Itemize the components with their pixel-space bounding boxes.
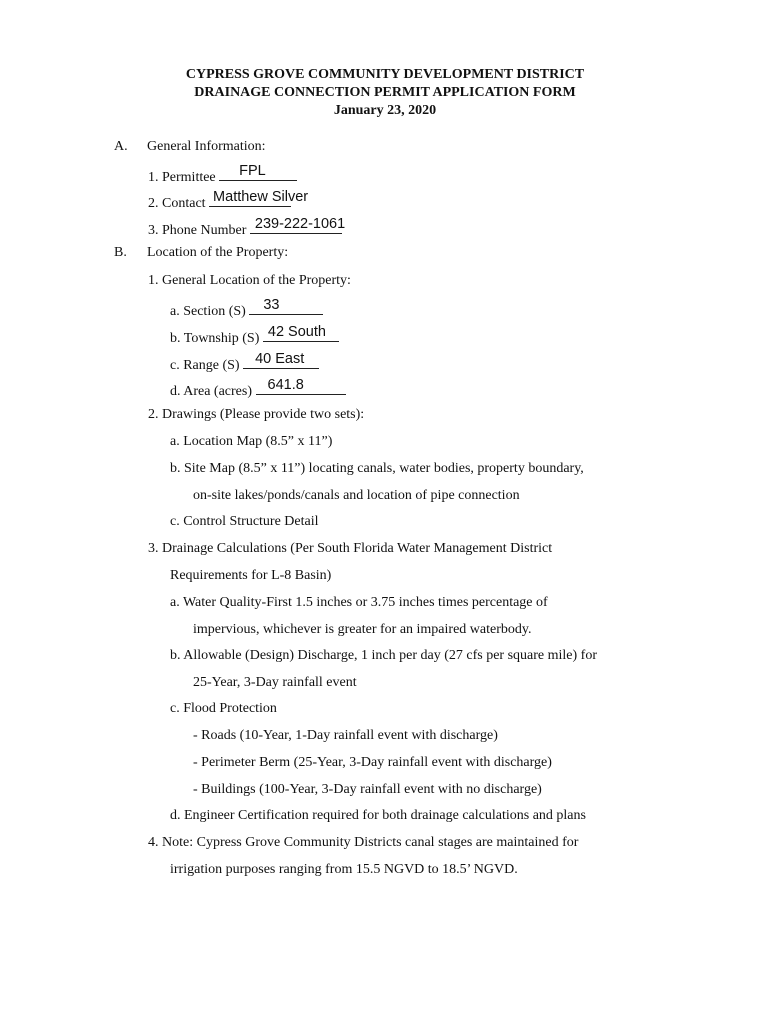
phone-row xyxy=(148,216,346,240)
range-field[interactable] xyxy=(243,353,319,369)
area-value: 641.8 xyxy=(267,377,304,393)
note-item-cont: irrigation purposes ranging from 15.5 NGVD to 18.5’ NGVD. xyxy=(170,862,518,877)
section-value: 33 xyxy=(263,297,280,313)
section-b-marker: B. xyxy=(114,245,127,260)
district-title: CYPRESS GROVE COMMUNITY DEVELOPMENT DISTRICT xyxy=(185,67,585,82)
drainage-calc-item: 3. Drainage Calculations (Per South Florida Water Management District xyxy=(148,541,553,556)
perimeter-berm-item: - Perimeter Berm (25-Year, 3-Day rainfall event with discharge) xyxy=(193,755,552,770)
section-field[interactable] xyxy=(249,299,323,315)
township-field[interactable] xyxy=(263,326,339,342)
section-a-marker: A. xyxy=(114,139,128,154)
area-field[interactable] xyxy=(256,379,346,395)
water-quality-item-cont: impervious, whichever is greater for an impaired waterbody. xyxy=(193,622,532,637)
section-label: a. Section (S) xyxy=(170,304,246,319)
township-value: 42 South xyxy=(267,324,326,340)
phone-field[interactable] xyxy=(250,216,346,234)
section-b-title: Location of the Property: xyxy=(147,245,289,260)
phone-value: 239-222-1061 xyxy=(254,216,346,232)
roads-item: - Roads (10-Year, 1-Day rainfall event with discharge) xyxy=(193,728,498,743)
location-map-item: a. Location Map (8.5” x 11”) xyxy=(170,434,333,449)
allowable-discharge-item-cont: 25-Year, 3-Day rainfall event xyxy=(193,675,357,690)
water-quality-item: a. Water Quality-First 1.5 inches or 3.75 inches times percentage of xyxy=(170,595,548,610)
township-label: b. Township (S) xyxy=(170,331,260,346)
general-location-item: 1. General Location of the Property: xyxy=(148,273,351,288)
permittee-label: 1. Permittee xyxy=(148,170,216,185)
allowable-discharge-item: b. Allowable (Design) Discharge, 1 inch per day (27 cfs per square mile) for xyxy=(170,648,597,663)
area-label: d. Area (acres) xyxy=(170,384,253,399)
control-structure-item: c. Control Structure Detail xyxy=(170,514,319,529)
site-map-item: b. Site Map (8.5” x 11”) locating canals, water bodies, property boundary, xyxy=(170,461,584,476)
contact-value: Matthew Silver xyxy=(213,189,309,205)
contact-field[interactable] xyxy=(209,189,309,207)
range-row xyxy=(170,353,319,375)
buildings-item: - Buildings (100-Year, 3-Day rainfall event with no discharge) xyxy=(193,782,542,797)
township-row xyxy=(170,326,339,348)
site-map-item-cont: on-site lakes/ponds/canals and location of pipe connection xyxy=(193,488,520,503)
area-row xyxy=(170,379,346,401)
contact-label: 2. Contact xyxy=(148,196,206,211)
phone-label: 3. Phone Number xyxy=(148,223,247,238)
contact-row xyxy=(148,189,309,213)
section-row xyxy=(170,299,323,321)
permittee-value: FPL xyxy=(239,163,266,179)
section-a-title: General Information: xyxy=(147,139,266,154)
permittee-row xyxy=(148,165,297,187)
permittee-field[interactable] xyxy=(219,165,297,181)
note-item: 4. Note: Cypress Grove Community Districts canal stages are maintained for xyxy=(148,835,579,850)
drawings-item: 2. Drawings (Please provide two sets): xyxy=(148,407,365,422)
form-date: January 23, 2020 xyxy=(333,103,437,118)
drainage-calc-item-cont: Requirements for L-8 Basin) xyxy=(170,568,332,583)
form-title: DRAINAGE CONNECTION PERMIT APPLICATION FORM xyxy=(194,85,576,100)
flood-protection-item: c. Flood Protection xyxy=(170,701,277,716)
engineer-certification-item: d. Engineer Certification required for both drainage calculations and plans xyxy=(170,808,586,823)
range-label: c. Range (S) xyxy=(170,358,240,373)
range-value: 40 East xyxy=(255,351,305,367)
